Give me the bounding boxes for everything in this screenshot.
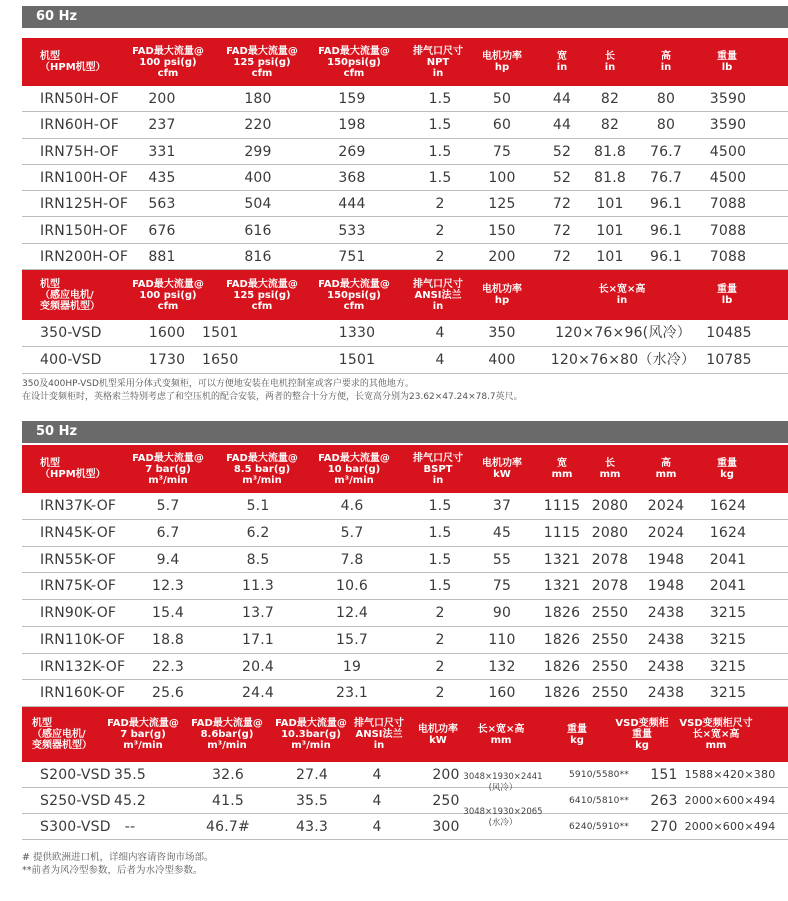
table-cell: 101 xyxy=(596,248,624,265)
table-row xyxy=(22,573,788,600)
table-cell: 15.7 xyxy=(336,631,368,648)
table-cell: 75 xyxy=(492,578,512,595)
table-cell: 3215 xyxy=(709,631,747,648)
table-cell: 400 xyxy=(244,169,272,186)
table-cell: 23.1 xyxy=(336,685,368,702)
table-cell: 52 xyxy=(552,169,572,186)
table-cell: S250-VSD xyxy=(40,793,111,809)
dims-water-cooled: 3048×1930×2065 (水冷） xyxy=(463,807,543,828)
col-fad100: FAD最大流量@ 100 psi(g) cfm xyxy=(132,278,204,312)
table-cell: 220 xyxy=(244,117,272,134)
col-power: 电机功率 hp xyxy=(482,51,522,73)
table-cell: 150 xyxy=(488,222,516,239)
table-cell: 17.1 xyxy=(242,631,274,648)
table-cell: 2080 xyxy=(591,524,629,541)
table-cell: 25.6 xyxy=(152,685,184,702)
table-cell: 4.6 xyxy=(340,498,364,514)
table-cell: 160 xyxy=(488,685,516,702)
table-cell: 1588×420×380 xyxy=(684,768,776,781)
table-cell: 2550 xyxy=(591,631,629,648)
table-cell: 5.7 xyxy=(156,498,180,514)
table-cell: 444 xyxy=(338,196,366,213)
col-outlet: 排气口尺寸 NPT in xyxy=(413,45,463,79)
table-cell: 1.5 xyxy=(428,498,452,514)
table-cell: IRN55K-OF xyxy=(40,551,117,568)
table-cell: IRN90K-OF xyxy=(40,605,117,621)
table-row xyxy=(22,627,788,654)
table-cell: 2024 xyxy=(647,498,685,514)
table-row xyxy=(22,191,788,217)
table-cell: 72 xyxy=(552,248,572,265)
table-cell: 263 xyxy=(650,793,678,809)
table-cell: 1730 xyxy=(148,352,186,368)
table-cell: 180 xyxy=(244,91,272,107)
table-cell: 9.4 xyxy=(156,551,180,568)
col-height: 高 in xyxy=(660,51,672,73)
table-cell: 2438 xyxy=(647,658,685,675)
table-cell: 32.6 xyxy=(212,767,244,783)
table-cell: 2550 xyxy=(591,658,629,675)
table-cell: 4 xyxy=(372,793,382,809)
table-cell: 1501 xyxy=(338,352,376,368)
table-cell: 5.1 xyxy=(246,498,270,514)
table-cell: 751 xyxy=(338,248,366,265)
table-cell: 96.1 xyxy=(650,248,682,265)
table-row xyxy=(22,654,788,681)
col-vsd-dims: VSD变频柜尺寸 长×宽×高 mm xyxy=(679,718,753,751)
table-cell: 2438 xyxy=(647,605,685,621)
table-cell: 2438 xyxy=(647,631,685,648)
table-cell: 44 xyxy=(552,117,572,134)
table-cell: 6.7 xyxy=(156,524,180,541)
table-cell: 2 xyxy=(435,605,445,621)
table-cell: 198 xyxy=(338,117,366,134)
table-cell: 7.8 xyxy=(340,551,364,568)
note-50hz-2: **前者为风冷型参数，后者为水冷型参数。 xyxy=(22,865,203,876)
table-cell: 7088 xyxy=(709,196,747,213)
table-cell: 60 xyxy=(492,117,512,134)
table-cell: 1501 xyxy=(202,325,239,341)
table-cell: 72 xyxy=(552,196,572,213)
table-cell: 2550 xyxy=(591,685,629,702)
table-cell: 132 xyxy=(488,658,516,675)
table-cell: 2 xyxy=(435,685,445,702)
col-dims: 长×宽×高 mm xyxy=(477,723,525,746)
table-cell: -- xyxy=(124,819,136,835)
table-cell: 120×76×80（水冷） xyxy=(550,352,696,368)
table-cell: IRN100H-OF xyxy=(40,169,129,186)
table-cell: 1624 xyxy=(709,524,747,541)
table-cell: 2024 xyxy=(647,524,685,541)
table-cell: 237 xyxy=(148,117,176,134)
table-cell: 81.8 xyxy=(594,143,626,160)
table-cell: IRN125H-OF xyxy=(40,196,129,213)
table-row xyxy=(22,218,788,244)
header-60hz-vsd xyxy=(22,270,788,320)
table-cell: 76.7 xyxy=(650,169,682,186)
table-cell: 41.5 xyxy=(212,793,244,809)
table-cell: 1826 xyxy=(543,605,581,621)
col-width: 宽 in xyxy=(556,51,568,73)
table-row xyxy=(22,320,788,347)
table-cell: 1948 xyxy=(647,551,685,568)
table-cell: 1600 xyxy=(148,325,186,341)
table-cell: 504 xyxy=(244,196,272,213)
col-fad7: FAD最大流量@ 7 bar(g) m³/min xyxy=(132,452,204,486)
table-cell: IRN50H-OF xyxy=(40,91,119,107)
table-cell: 90 xyxy=(492,605,512,621)
col-length: 长 in xyxy=(604,51,616,73)
col-width: 宽 mm xyxy=(551,458,573,480)
table-cell: IRN160K-OF xyxy=(40,685,126,702)
col-weight: 重量 kg xyxy=(717,458,737,480)
col-length: 长 mm xyxy=(599,458,621,480)
dims-air-cooled: 3048×1930×2441 (风冷） xyxy=(463,772,543,793)
table-cell: 676 xyxy=(148,222,176,239)
table-cell: 80 xyxy=(656,117,676,134)
table-cell: 46.7# xyxy=(206,819,250,835)
table-row xyxy=(22,600,788,627)
table-cell: IRN45K-OF xyxy=(40,524,117,541)
table-cell: 4 xyxy=(435,352,445,368)
table-cell: 2 xyxy=(435,222,445,239)
table-cell: 76.7 xyxy=(650,143,682,160)
table-row xyxy=(22,520,788,547)
table-cell: 2 xyxy=(435,631,445,648)
table-cell: 96.1 xyxy=(650,196,682,213)
table-cell: 200 xyxy=(148,91,176,107)
table-cell: 159 xyxy=(338,91,366,107)
table-cell: 881 xyxy=(148,248,176,265)
table-cell: 1948 xyxy=(647,578,685,595)
table-cell: 44 xyxy=(552,91,572,107)
table-cell: 10.6 xyxy=(336,578,368,595)
table-cell: 5910/5580** xyxy=(568,770,630,780)
table-cell: 6410/5810** xyxy=(568,796,630,806)
table-cell: 12.3 xyxy=(152,578,184,595)
table-cell: 6240/5910** xyxy=(568,822,630,832)
table-cell: 563 xyxy=(148,196,176,213)
table-cell: 3215 xyxy=(709,658,747,675)
col-fad7: FAD最大流量@ 7 bar(g) m³/min xyxy=(107,718,179,751)
table-cell: S300-VSD xyxy=(40,819,111,835)
table-cell: 350-VSD xyxy=(40,325,102,341)
col-weight: 重量 lb xyxy=(717,51,737,73)
col-power: 电机功率 kW xyxy=(482,458,522,480)
col-model: 机型 （感应电机/ 变频器机型） xyxy=(32,718,92,751)
table-cell: 1624 xyxy=(709,498,747,514)
table-cell: 45.2 xyxy=(114,793,146,809)
table-cell: 80 xyxy=(656,91,676,107)
table-cell: 3590 xyxy=(709,117,747,134)
table-cell: 100 xyxy=(488,169,516,186)
table-cell: 5.7 xyxy=(340,524,364,541)
table-cell: 101 xyxy=(596,222,624,239)
col-height: 高 mm xyxy=(655,458,677,480)
table-row xyxy=(22,347,788,374)
table-cell: IRN37K-OF xyxy=(40,498,117,514)
table-cell: 368 xyxy=(338,169,366,186)
table-row xyxy=(22,139,788,165)
table-cell: 35.5 xyxy=(114,767,146,783)
col-weight: 重量 kg xyxy=(567,723,587,746)
table-row xyxy=(22,762,788,788)
col-outlet: 排气口尺寸 ANSI法兰 in xyxy=(413,278,463,312)
table-cell: 350 xyxy=(488,325,516,341)
table-cell: 45 xyxy=(492,524,512,541)
table-cell: 299 xyxy=(244,143,272,160)
table-cell: 101 xyxy=(596,196,624,213)
table-cell: 12.4 xyxy=(336,605,368,621)
table-cell: 7088 xyxy=(709,248,747,265)
table-cell: 816 xyxy=(244,248,272,265)
table-cell: 4 xyxy=(372,767,382,783)
table-cell: 20.4 xyxy=(242,658,274,675)
table-cell: 1826 xyxy=(543,685,581,702)
table-cell: 270 xyxy=(650,819,678,835)
table-cell: 400 xyxy=(488,352,516,368)
table-cell: 3215 xyxy=(709,685,747,702)
col-fad86: FAD最大流量@ 8.6bar(g) m³/min xyxy=(191,718,263,751)
table-cell: 1115 xyxy=(543,498,581,514)
table-cell: 1.5 xyxy=(428,578,452,595)
table-cell: 2 xyxy=(435,196,445,213)
table-cell: 2 xyxy=(435,248,445,265)
table-cell: 1.5 xyxy=(428,551,452,568)
col-fad103: FAD最大流量@ 10.3bar(g) m³/min xyxy=(275,718,347,751)
table-cell: IRN150H-OF xyxy=(40,222,129,239)
table-cell: 269 xyxy=(338,143,366,160)
note-50hz-1: # 提供欧洲进口机，详细内容请咨询市场部。 xyxy=(22,852,214,863)
table-cell: IRN60H-OF xyxy=(40,117,119,134)
table-cell: 52 xyxy=(552,143,572,160)
table-cell: 2550 xyxy=(591,605,629,621)
table-cell: 400-VSD xyxy=(40,352,102,368)
table-cell: 15.4 xyxy=(152,605,184,621)
table-cell: 22.3 xyxy=(152,658,184,675)
table-cell: 4500 xyxy=(709,143,747,160)
col-fad125: FAD最大流量@ 125 psi(g) cfm xyxy=(226,278,298,312)
table-cell: 7088 xyxy=(709,222,747,239)
table-cell: 43.3 xyxy=(296,819,328,835)
table-cell: 1.5 xyxy=(428,91,452,107)
table-cell: IRN75K-OF xyxy=(40,578,117,595)
table-cell: 1115 xyxy=(543,524,581,541)
table-cell: 11.3 xyxy=(242,578,274,595)
note-60hz-2: 在设计变频柜时，英格索兰特别考虑了和空压机的配合安装，两者的整合十分方便，长宽高分别为23.62×47.24×78.7英尺。 xyxy=(22,392,523,402)
table-row xyxy=(22,112,788,138)
table-cell: 6.2 xyxy=(246,524,270,541)
table-cell: 19 xyxy=(342,658,362,675)
table-cell: 125 xyxy=(488,196,516,213)
col-weight: 重量 lb xyxy=(717,284,737,306)
table-cell: 1826 xyxy=(543,631,581,648)
col-fad10: FAD最大流量@ 10 bar(g) m³/min xyxy=(318,452,390,486)
table-cell: 10485 xyxy=(706,325,752,341)
col-fad85: FAD最大流量@ 8.5 bar(g) m³/min xyxy=(226,452,298,486)
table-cell: 72 xyxy=(552,222,572,239)
table-row xyxy=(22,165,788,191)
col-model: 机型 （HPM机型） xyxy=(40,51,106,73)
table-cell: 18.8 xyxy=(152,631,184,648)
table-cell: 200 xyxy=(432,767,460,783)
col-outlet: 排气口尺寸 ANSI法兰 in xyxy=(354,718,404,751)
table-cell: 82 xyxy=(600,117,620,134)
table-cell: 200 xyxy=(488,248,516,265)
table-row xyxy=(22,493,788,520)
table-cell: 50 xyxy=(492,91,512,107)
table-cell: 3590 xyxy=(709,91,747,107)
table-cell: 1650 xyxy=(202,352,239,368)
table-cell: 3215 xyxy=(709,605,747,621)
col-vsd-weight: VSD变频柜 重量 kg xyxy=(615,718,669,751)
table-cell: 96.1 xyxy=(650,222,682,239)
col-fad125: FAD最大流量@ 125 psi(g) cfm xyxy=(226,45,298,79)
table-cell: 37 xyxy=(492,498,512,514)
col-outlet: 排气口尺寸 BSPT in xyxy=(413,452,463,486)
table-row xyxy=(22,680,788,707)
col-power: 电机功率 hp xyxy=(482,284,522,306)
table-cell: 4500 xyxy=(709,169,747,186)
table-cell: 82 xyxy=(600,91,620,107)
table-cell: 120×76×96(风冷） xyxy=(555,325,691,341)
table-cell: 1826 xyxy=(543,658,581,675)
table-cell: 2078 xyxy=(591,551,629,568)
table-row xyxy=(22,547,788,574)
table-row xyxy=(22,814,788,840)
table-cell: 533 xyxy=(338,222,366,239)
table-cell: 2041 xyxy=(709,551,747,568)
table-cell: 1.5 xyxy=(428,117,452,134)
header-50hz-hpm xyxy=(22,445,788,493)
table-cell: IRN132K-OF xyxy=(40,658,126,675)
table-cell: 2080 xyxy=(591,498,629,514)
table-cell: 55 xyxy=(492,551,512,568)
table-cell: 2438 xyxy=(647,685,685,702)
table-cell: 435 xyxy=(148,169,176,186)
table-cell: 151 xyxy=(650,767,678,783)
table-cell: 1.5 xyxy=(428,143,452,160)
col-model: 机型 （感应电机/ 变频器机型） xyxy=(40,278,100,312)
table-cell: 81.8 xyxy=(594,169,626,186)
table-row xyxy=(22,86,788,112)
table-row xyxy=(22,788,788,814)
col-fad150: FAD最大流量@ 150psi(g) cfm xyxy=(318,278,390,312)
header-60hz-hpm xyxy=(22,38,788,86)
table-cell: 331 xyxy=(148,143,176,160)
table-cell: 2000×600×494 xyxy=(684,794,776,807)
table-cell: 2 xyxy=(435,658,445,675)
table-cell: 75 xyxy=(492,143,512,160)
table-cell: 616 xyxy=(244,222,272,239)
table-cell: 4 xyxy=(435,325,445,341)
table-cell: IRN110K-OF xyxy=(40,631,126,648)
table-cell: 4 xyxy=(372,819,382,835)
table-cell: 35.5 xyxy=(296,793,328,809)
table-cell: 1.5 xyxy=(428,169,452,186)
section-band-50hz: 50 Hz xyxy=(22,421,788,443)
table-cell: 2078 xyxy=(591,578,629,595)
col-dims: 长×宽×高 in xyxy=(598,284,646,306)
table-cell: S200-VSD xyxy=(40,767,111,783)
table-cell: 24.4 xyxy=(242,685,274,702)
table-cell: 1330 xyxy=(338,325,376,341)
table-cell: IRN200H-OF xyxy=(40,248,129,265)
header-50hz-vsd xyxy=(22,707,788,762)
table-cell: 1.5 xyxy=(428,524,452,541)
col-fad150: FAD最大流量@ 150psi(g) cfm xyxy=(318,45,390,79)
table-cell: 250 xyxy=(432,793,460,809)
table-cell: 2041 xyxy=(709,578,747,595)
table-cell: 8.5 xyxy=(246,551,270,568)
col-model: 机型 （HPM机型） xyxy=(40,458,106,480)
table-cell: 27.4 xyxy=(296,767,328,783)
table-cell: 10785 xyxy=(706,352,752,368)
section-band-60hz: 60 Hz xyxy=(22,6,788,28)
table-cell: 1321 xyxy=(543,551,581,568)
col-power: 电机功率 kW xyxy=(418,723,458,746)
table-cell: IRN75H-OF xyxy=(40,143,119,160)
table-cell: 2000×600×494 xyxy=(684,820,776,833)
table-cell: 1321 xyxy=(543,578,581,595)
table-cell: 110 xyxy=(488,631,516,648)
table-cell: 300 xyxy=(432,819,460,835)
table-cell: 13.7 xyxy=(242,605,274,621)
table-row xyxy=(22,244,788,270)
note-60hz-1: 350及400HP-VSD机型采用分体式变频柜，可以方便地安装在电机控制室或客户要求的其他地方。 xyxy=(22,379,414,389)
col-fad100: FAD最大流量@ 100 psi(g) cfm xyxy=(132,45,204,79)
